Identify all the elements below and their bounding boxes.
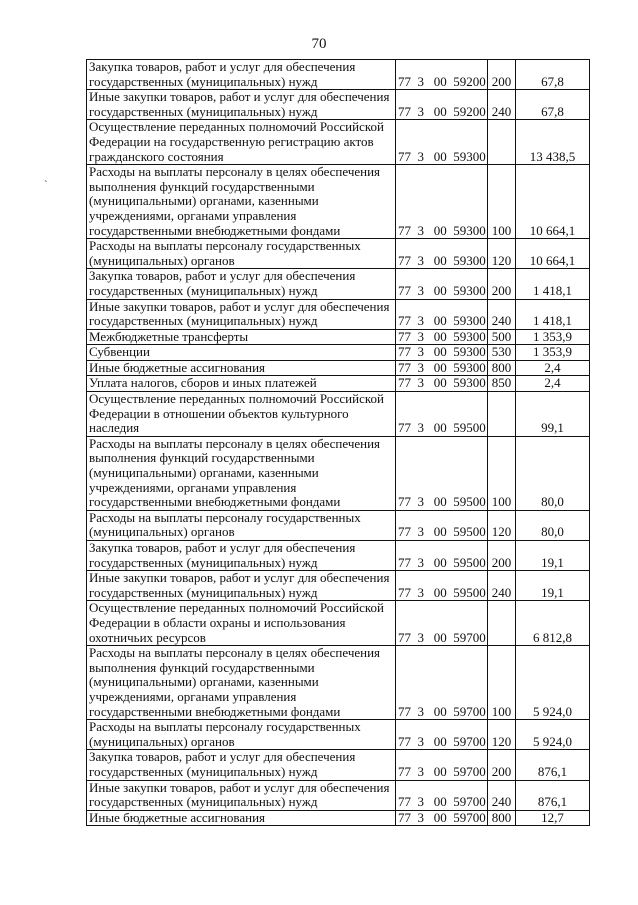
table-row	[87, 392, 590, 437]
row-name-cell: Иные закупки товаров, работ и услуг для обеспечения государственных (муниципальных) нужд	[87, 90, 396, 120]
row-name-cell: Иные закупки товаров, работ и услуг для обеспечения государственных (муниципальных) нужд	[87, 780, 396, 810]
row-expense-type-cell	[488, 392, 516, 437]
row-name-cell: Закупка товаров, работ и услуг для обеспечения государственных (муниципальных) нужд	[87, 541, 396, 571]
table-row	[87, 90, 590, 120]
budget-table-body	[87, 60, 590, 826]
row-expense-type-cell	[488, 601, 516, 646]
table-row	[87, 720, 590, 750]
row-expense-type-cell: 240	[488, 299, 516, 329]
row-name-cell: Расходы на выплаты персоналу в целях обеспечения выполнения функций государственными (муниципальными) органами, казенными учреждениями, органами управления государственными внебюджетными фондами	[87, 165, 396, 239]
table-row	[87, 165, 590, 239]
row-amount-cell: 876,1	[516, 750, 590, 780]
row-name-cell: Иные бюджетные ассигнования	[87, 810, 396, 826]
row-name-cell: Иные закупки товаров, работ и услуг для обеспечения государственных (муниципальных) нужд	[87, 571, 396, 601]
table-row	[87, 810, 590, 826]
row-code-cell: 77 3 00 59500	[396, 571, 488, 601]
row-code-cell: 77 3 00 59300	[396, 120, 488, 165]
row-expense-type-cell: 530	[488, 345, 516, 361]
table-row	[87, 376, 590, 392]
row-expense-type-cell: 500	[488, 329, 516, 345]
row-code-cell: 77 3 00 59300	[396, 376, 488, 392]
row-amount-cell: 10 664,1	[516, 165, 590, 239]
row-code-cell: 77 3 00 59500	[396, 541, 488, 571]
row-amount-cell: 5 924,0	[516, 720, 590, 750]
row-expense-type-cell: 240	[488, 90, 516, 120]
page-number: 70	[311, 36, 327, 52]
row-code-cell: 77 3 00 59500	[396, 436, 488, 510]
row-code-cell: 77 3 00 59200	[396, 90, 488, 120]
row-name-cell: Субвенции	[87, 345, 396, 361]
row-amount-cell: 1 353,9	[516, 345, 590, 361]
table-row	[87, 780, 590, 810]
row-expense-type-cell: 100	[488, 436, 516, 510]
row-name-cell: Иные закупки товаров, работ и услуг для обеспечения государственных (муниципальных) нужд	[87, 299, 396, 329]
row-code-cell: 77 3 00 59300	[396, 269, 488, 299]
row-expense-type-cell: 240	[488, 780, 516, 810]
table-row	[87, 571, 590, 601]
row-amount-cell: 67,8	[516, 60, 590, 90]
row-expense-type-cell: 200	[488, 60, 516, 90]
table-row	[87, 646, 590, 720]
row-amount-cell: 2,4	[516, 360, 590, 376]
row-code-cell: 77 3 00 59300	[396, 239, 488, 269]
row-code-cell: 77 3 00 59700	[396, 810, 488, 826]
table-row	[87, 436, 590, 510]
row-amount-cell: 1 418,1	[516, 299, 590, 329]
row-amount-cell: 2,4	[516, 376, 590, 392]
row-name-cell: Расходы на выплаты персоналу в целях обеспечения выполнения функций государственными (муниципальными) органами, казенными учреждениями, органами управления государственными внебюджетными фондами	[87, 436, 396, 510]
table-row	[87, 360, 590, 376]
row-amount-cell: 6 812,8	[516, 601, 590, 646]
table-row	[87, 60, 590, 90]
row-name-cell: Закупка товаров, работ и услуг для обеспечения государственных (муниципальных) нужд	[87, 269, 396, 299]
row-amount-cell: 12,7	[516, 810, 590, 826]
row-name-cell: Осуществление переданных полномочий Российской Федерации на государственную регистрацию актов гражданского состояния	[87, 120, 396, 165]
budget-table	[86, 59, 590, 826]
row-amount-cell: 5 924,0	[516, 646, 590, 720]
row-expense-type-cell: 850	[488, 376, 516, 392]
row-code-cell: 77 3 00 59300	[396, 360, 488, 376]
table-row	[87, 239, 590, 269]
row-code-cell: 77 3 00 59700	[396, 646, 488, 720]
row-code-cell: 77 3 00 59700	[396, 780, 488, 810]
row-expense-type-cell: 100	[488, 646, 516, 720]
row-name-cell: Осуществление переданных полномочий Российской Федерации в отношении объектов культурного наследия	[87, 392, 396, 437]
row-code-cell: 77 3 00 59700	[396, 720, 488, 750]
table-row	[87, 601, 590, 646]
row-amount-cell: 80,0	[516, 510, 590, 540]
row-amount-cell: 1 353,9	[516, 329, 590, 345]
row-code-cell: 77 3 00 59300	[396, 299, 488, 329]
row-code-cell: 77 3 00 59300	[396, 329, 488, 345]
row-expense-type-cell: 800	[488, 360, 516, 376]
table-row	[87, 750, 590, 780]
row-expense-type-cell: 120	[488, 510, 516, 540]
row-amount-cell: 67,8	[516, 90, 590, 120]
row-name-cell: Закупка товаров, работ и услуг для обеспечения государственных (муниципальных) нужд	[87, 60, 396, 90]
row-name-cell: Расходы на выплаты персоналу государственных (муниципальных) органов	[87, 239, 396, 269]
row-amount-cell: 10 664,1	[516, 239, 590, 269]
row-amount-cell: 80,0	[516, 436, 590, 510]
row-expense-type-cell	[488, 120, 516, 165]
row-name-cell: Закупка товаров, работ и услуг для обеспечения государственных (муниципальных) нужд	[87, 750, 396, 780]
row-expense-type-cell: 120	[488, 720, 516, 750]
row-amount-cell: 876,1	[516, 780, 590, 810]
row-name-cell: Уплата налогов, сборов и иных платежей	[87, 376, 396, 392]
table-row	[87, 120, 590, 165]
row-expense-type-cell: 240	[488, 571, 516, 601]
row-code-cell: 77 3 00 59300	[396, 165, 488, 239]
row-amount-cell: 19,1	[516, 571, 590, 601]
row-expense-type-cell: 800	[488, 810, 516, 826]
table-row	[87, 345, 590, 361]
row-amount-cell: 19,1	[516, 541, 590, 571]
row-name-cell: Осуществление переданных полномочий Российской Федерации в области охраны и использования охотничьих ресурсов	[87, 601, 396, 646]
row-code-cell: 77 3 00 59700	[396, 750, 488, 780]
row-amount-cell: 13 438,5	[516, 120, 590, 165]
table-row	[87, 269, 590, 299]
row-amount-cell: 1 418,1	[516, 269, 590, 299]
row-expense-type-cell: 100	[488, 165, 516, 239]
row-expense-type-cell: 200	[488, 750, 516, 780]
row-code-cell: 77 3 00 59300	[396, 345, 488, 361]
table-row	[87, 510, 590, 540]
stray-mark: `	[44, 179, 48, 191]
row-code-cell: 77 3 00 59200	[396, 60, 488, 90]
row-name-cell: Расходы на выплаты персоналу государственных (муниципальных) органов	[87, 720, 396, 750]
row-name-cell: Иные бюджетные ассигнования	[87, 360, 396, 376]
row-code-cell: 77 3 00 59500	[396, 510, 488, 540]
row-code-cell: 77 3 00 59700	[396, 601, 488, 646]
table-row	[87, 299, 590, 329]
row-code-cell: 77 3 00 59500	[396, 392, 488, 437]
table-row	[87, 541, 590, 571]
row-expense-type-cell: 200	[488, 541, 516, 571]
row-expense-type-cell: 200	[488, 269, 516, 299]
row-name-cell: Расходы на выплаты персоналу государственных (муниципальных) органов	[87, 510, 396, 540]
row-name-cell: Расходы на выплаты персоналу в целях обеспечения выполнения функций государственными (муниципальными) органами, казенными учреждениями, органами управления государственными внебюджетными фондами	[87, 646, 396, 720]
row-expense-type-cell: 120	[488, 239, 516, 269]
row-name-cell: Межбюджетные трансферты	[87, 329, 396, 345]
table-row	[87, 329, 590, 345]
row-amount-cell: 99,1	[516, 392, 590, 437]
